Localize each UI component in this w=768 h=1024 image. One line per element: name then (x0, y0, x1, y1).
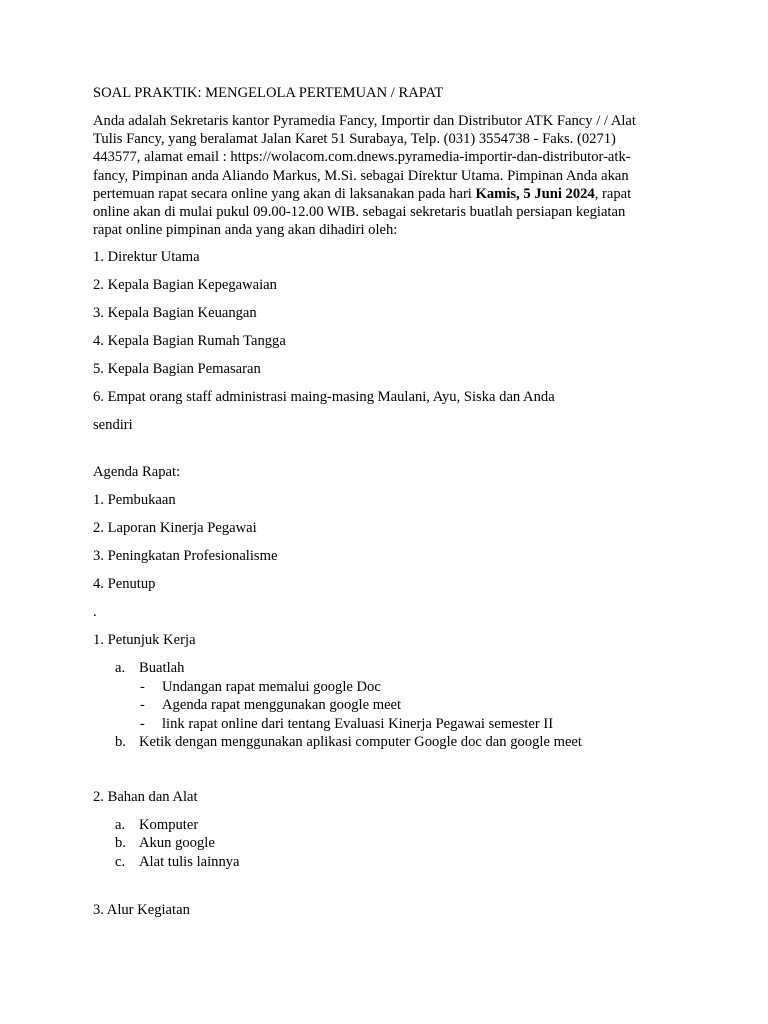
bahan-item-label: Alat tulis lainnya (139, 853, 240, 870)
alur-heading: 3. Alur Kegiatan (93, 902, 190, 919)
agenda-heading: Agenda Rapat: (93, 464, 181, 481)
intro-paragraph (93, 112, 693, 239)
petunjuk-subitem-label: Agenda rapat menggunakan google meet (162, 697, 402, 714)
dash-marker: - (140, 697, 145, 714)
attendee-item: 2. Kepala Bagian Kepegawaian (93, 277, 277, 294)
attendee-continuation: sendiri (93, 417, 133, 434)
petunjuk-list (93, 659, 693, 752)
attendee-item: 6. Empat orang staff administrasi maing-masing Maulani, Ayu, Siska dan Anda (93, 389, 555, 406)
intro-line: Tulis Fancy, yang beralamat Jalan Karet 51 Surabaya, Telp. (031) 3554738 - Faks. (0271) (93, 131, 616, 148)
bahan-item-label: Komputer (139, 816, 199, 833)
list-marker: c. (115, 853, 126, 870)
bahan-item (93, 834, 693, 853)
bahan-item (93, 853, 693, 872)
agenda-item: 4. Penutup (93, 576, 156, 593)
intro-line: Anda adalah Sekretaris kantor Pyramedia Fancy, Importir dan Distributor ATK Fancy / / Alat (93, 113, 636, 129)
meeting-date: Kamis, 5 Juni 2024 (475, 185, 595, 202)
petunjuk-subitem (93, 715, 693, 734)
bahan-list (93, 816, 693, 872)
intro-text: , rapat (594, 185, 632, 202)
list-marker: b. (115, 734, 126, 751)
separator-dot: . (93, 604, 97, 621)
agenda-item: 2. Laporan Kinerja Pegawai (93, 520, 257, 537)
petunjuk-item (93, 733, 693, 752)
list-marker: a. (115, 660, 126, 677)
intro-line: fancy, Pimpinan anda Aliando Markus, M.Si. sebagai Direktur Utama. Pimpinan Anda akan (93, 167, 629, 184)
petunjuk-item-label: Buatlah (139, 660, 185, 677)
petunjuk-subitem (93, 678, 693, 697)
attendee-item: 5. Kepala Bagian Pemasaran (93, 361, 261, 378)
petunjuk-heading: 1. Petunjuk Kerja (93, 632, 196, 649)
agenda-item: 3. Peningkatan Profesionalisme (93, 548, 278, 565)
intro-line: rapat online pimpinan anda yang akan dihadiri oleh: (93, 222, 398, 239)
petunjuk-subitem-label: link rapat online dari tentang Evaluasi Kinerja Pegawai semester II (162, 715, 554, 732)
intro-line: online akan di mulai pukul 09.00-12.00 WIB. sebagai sekretaris buatlah persiapan kegiatan (93, 204, 626, 221)
document-title: SOAL PRAKTIK: MENGELOLA PERTEMUAN / RAPAT (93, 85, 444, 101)
bahan-item-label: Akun google (139, 835, 215, 852)
petunjuk-item-label: Ketik dengan menggunakan aplikasi computer Google doc dan google meet (139, 734, 582, 751)
intro-text: pertemuan rapat secara online yang akan di laksanakan pada hari (93, 185, 476, 202)
dash-marker: - (140, 715, 145, 732)
spacer (93, 444, 693, 463)
petunjuk-subitem-label: Undangan rapat memalui google Doc (162, 678, 381, 695)
intro-line: 443577, alamat email : https://wolacom.com.dnews.pyramedia-importir-dan-distributor-atk- (93, 149, 631, 166)
attendee-item: 4. Kepala Bagian Rumah Tangga (93, 333, 286, 350)
petunjuk-item (93, 659, 693, 678)
dash-marker: - (140, 678, 145, 695)
list-marker: a. (115, 816, 126, 833)
bahan-heading: 2. Bahan dan Alat (93, 788, 198, 805)
spacer (93, 752, 693, 788)
bahan-item (93, 816, 693, 835)
spacer (93, 871, 693, 901)
petunjuk-subitem (93, 696, 693, 715)
intro-line (93, 185, 693, 203)
attendee-item: 3. Kepala Bagian Keuangan (93, 305, 257, 322)
document-page (93, 84, 693, 929)
attendee-item: 1. Direktur Utama (93, 249, 200, 266)
agenda-item: 1. Pembukaan (93, 492, 176, 509)
list-marker: b. (115, 835, 126, 852)
